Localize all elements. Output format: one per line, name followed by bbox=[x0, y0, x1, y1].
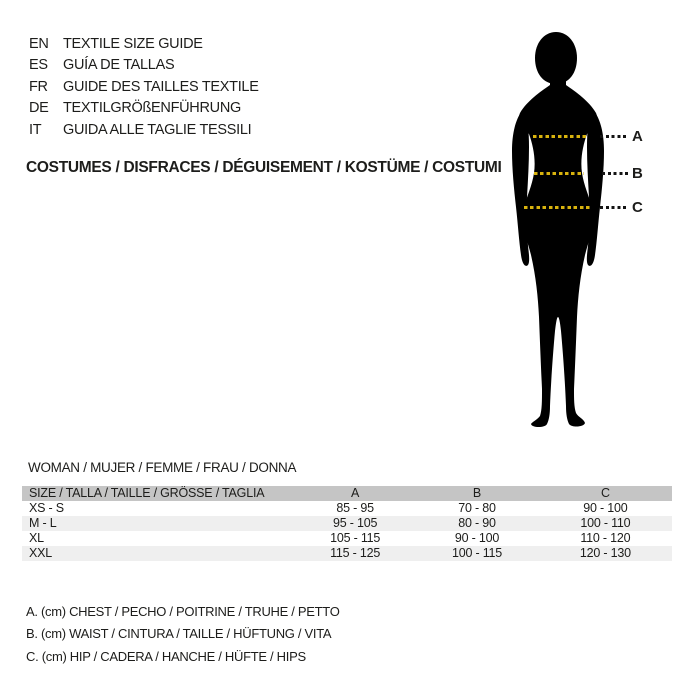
hip-line-body-dash bbox=[524, 206, 592, 209]
cell-a: 95 - 105 bbox=[332, 516, 378, 530]
language-item-it bbox=[29, 119, 259, 141]
cell-size: XS - S bbox=[29, 501, 64, 515]
language-item-de bbox=[29, 98, 259, 120]
language-label: GUIDE DES TAILLES TEXTILE bbox=[63, 78, 259, 95]
language-item-es bbox=[29, 55, 259, 77]
legend-item-hip: C. (cm) HIP / CADERA / HANCHE / HÜFTE / HIPS bbox=[26, 648, 306, 664]
language-list bbox=[29, 33, 259, 141]
measurement-label-c: C bbox=[632, 199, 643, 216]
hip-line-outer-dash bbox=[600, 206, 628, 209]
table-row-xxl bbox=[22, 546, 672, 561]
measurement-legend bbox=[26, 601, 340, 668]
measurement-label-b: B bbox=[632, 165, 643, 182]
table-row-m-l bbox=[22, 516, 672, 531]
chest-line-outer-dash bbox=[600, 135, 628, 138]
cell-b: 80 - 90 bbox=[458, 516, 496, 530]
header-col-b: B bbox=[472, 486, 482, 500]
category-title: COSTUMES / DISFRACES / DÉGUISEMENT / KOSTÜME / COSTUMI bbox=[26, 159, 502, 176]
language-code: ES bbox=[29, 57, 48, 74]
legend-item-waist: B. (cm) WAIST / CINTURA / TAILLE / HÜFTUNG / VITA bbox=[26, 626, 332, 642]
header-col-c: C bbox=[600, 486, 610, 500]
cell-c: 120 - 130 bbox=[579, 546, 631, 560]
waist-line-body-dash bbox=[534, 172, 584, 175]
language-label: GUIDA ALLE TAGLIE TESSILI bbox=[63, 121, 252, 138]
table-row-xl bbox=[22, 531, 672, 546]
waist-line-outer-dash bbox=[602, 172, 628, 175]
cell-size: M - L bbox=[29, 516, 57, 530]
language-label: TEXTILE SIZE GUIDE bbox=[63, 35, 203, 52]
cell-b: 100 - 115 bbox=[451, 546, 503, 560]
language-label: GUÍA DE TALLAS bbox=[63, 57, 175, 74]
cell-c: 100 - 110 bbox=[580, 516, 631, 530]
table-row-xs-s bbox=[22, 501, 672, 516]
header-size-label: SIZE / TALLA / TAILLE / GRÖSSE / TAGLIA bbox=[29, 486, 265, 500]
language-code: EN bbox=[29, 35, 49, 52]
language-label: TEXTILGRÖßENFÜHRUNG bbox=[63, 100, 241, 117]
woman-silhouette-icon bbox=[470, 25, 690, 440]
size-section-title: WOMAN / MUJER / FEMME / FRAU / DONNA bbox=[28, 460, 297, 475]
language-code: FR bbox=[29, 78, 48, 95]
cell-c: 90 - 100 bbox=[583, 501, 628, 515]
cell-b: 70 - 80 bbox=[458, 501, 496, 515]
measurement-label-a: A bbox=[632, 128, 643, 145]
language-item-en bbox=[29, 33, 259, 55]
measurement-figure bbox=[470, 25, 700, 440]
cell-c: 110 - 120 bbox=[580, 531, 631, 545]
size-table bbox=[22, 486, 672, 561]
language-code: DE bbox=[29, 100, 49, 117]
header-col-a: A bbox=[351, 486, 360, 500]
cell-a: 105 - 115 bbox=[330, 531, 381, 545]
table-header-row bbox=[22, 486, 672, 501]
language-item-fr bbox=[29, 76, 259, 98]
cell-b: 90 - 100 bbox=[454, 531, 500, 545]
cell-size: XXL bbox=[29, 546, 53, 560]
chest-line-body-dash bbox=[533, 135, 589, 138]
cell-a: 115 - 125 bbox=[330, 546, 381, 560]
language-code: IT bbox=[29, 121, 42, 138]
legend-item-chest: A. (cm) CHEST / PECHO / POITRINE / TRUHE / PETTO bbox=[26, 604, 340, 619]
cell-a: 85 - 95 bbox=[336, 501, 374, 515]
cell-size: XL bbox=[29, 531, 44, 545]
